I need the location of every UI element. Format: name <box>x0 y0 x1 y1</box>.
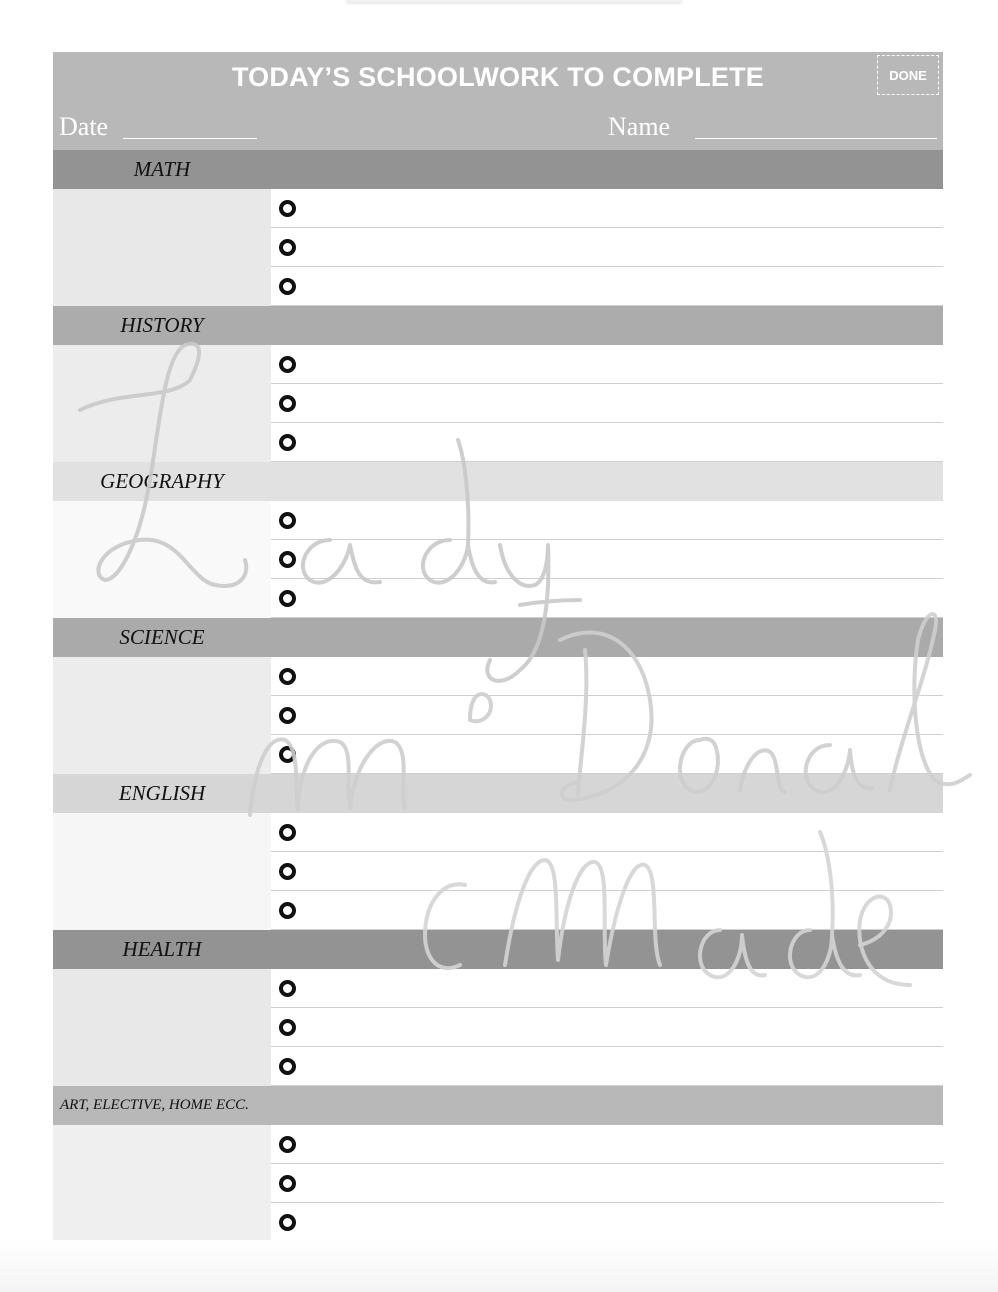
task-row[interactable] <box>271 657 943 696</box>
name-field[interactable] <box>695 138 937 139</box>
section-header <box>53 462 943 501</box>
checkbox-circle-icon[interactable] <box>279 902 296 919</box>
task-row[interactable] <box>271 345 943 384</box>
task-row[interactable] <box>271 1047 943 1086</box>
task-row[interactable] <box>271 189 943 228</box>
section-body <box>53 189 943 306</box>
checkbox-circle-icon[interactable] <box>279 551 296 568</box>
task-row[interactable] <box>271 813 943 852</box>
section-label: SCIENCE <box>119 625 205 649</box>
task-row[interactable] <box>271 501 943 540</box>
task-row[interactable] <box>271 1008 943 1047</box>
name-label: Name <box>608 112 671 141</box>
checkbox-circle-icon[interactable] <box>279 707 296 724</box>
done-badge: DONE <box>877 55 939 95</box>
checkbox-circle-icon[interactable] <box>279 356 296 373</box>
task-list <box>271 345 943 462</box>
task-row[interactable] <box>271 1203 943 1242</box>
section-header <box>53 618 943 657</box>
task-row[interactable] <box>271 852 943 891</box>
schoolwork-sheet <box>53 52 943 1242</box>
checkbox-circle-icon[interactable] <box>279 1019 296 1036</box>
task-row[interactable] <box>271 384 943 423</box>
section-header <box>53 150 943 189</box>
task-list <box>271 657 943 774</box>
task-row[interactable] <box>271 969 943 1008</box>
task-row[interactable] <box>271 735 943 774</box>
date-field[interactable] <box>123 138 257 139</box>
bottom-shadow <box>0 1240 998 1292</box>
checkbox-circle-icon[interactable] <box>279 434 296 451</box>
checkbox-circle-icon[interactable] <box>279 1175 296 1192</box>
section-body <box>53 813 943 930</box>
section-notes-column <box>53 501 271 618</box>
task-row[interactable] <box>271 423 943 462</box>
section-notes-column <box>53 969 271 1086</box>
section-label: MATH <box>133 157 191 181</box>
section-body <box>53 969 943 1086</box>
task-list <box>271 969 943 1086</box>
section-label: GEOGRAPHY <box>100 469 224 493</box>
checkbox-circle-icon[interactable] <box>279 590 296 607</box>
sheet-header <box>53 52 943 150</box>
task-row[interactable] <box>271 696 943 735</box>
checkbox-circle-icon[interactable] <box>279 746 296 763</box>
section-label: ART, ELECTIVE, HOME ECC. <box>60 1097 249 1113</box>
task-list <box>271 813 943 930</box>
checkbox-circle-icon[interactable] <box>279 278 296 295</box>
section-body <box>53 501 943 618</box>
section-notes-column <box>53 813 271 930</box>
section-header <box>53 774 943 813</box>
section-header <box>53 930 943 969</box>
section-notes-column <box>53 189 271 306</box>
task-row[interactable] <box>271 891 943 930</box>
section-notes-column <box>53 1125 271 1242</box>
section-header <box>53 306 943 345</box>
task-list <box>271 189 943 306</box>
task-list <box>271 501 943 618</box>
subject-sections <box>53 150 943 1242</box>
section-body <box>53 1125 943 1242</box>
task-row[interactable] <box>271 1164 943 1203</box>
top-tab-edge <box>346 0 682 2</box>
checkbox-circle-icon[interactable] <box>279 824 296 841</box>
task-list <box>271 1125 943 1242</box>
checkbox-circle-icon[interactable] <box>279 395 296 412</box>
checkbox-circle-icon[interactable] <box>279 512 296 529</box>
checkbox-circle-icon[interactable] <box>279 980 296 997</box>
checkbox-circle-icon[interactable] <box>279 863 296 880</box>
section-label: HEALTH <box>122 937 202 961</box>
page-title: TODAY’S SCHOOLWORK TO COMPLETE <box>231 62 765 92</box>
section-notes-column <box>53 345 271 462</box>
section-header <box>53 1086 943 1125</box>
task-row[interactable] <box>271 579 943 618</box>
task-row[interactable] <box>271 228 943 267</box>
task-row[interactable] <box>271 540 943 579</box>
checkbox-circle-icon[interactable] <box>279 239 296 256</box>
section-notes-column <box>53 657 271 774</box>
checkbox-circle-icon[interactable] <box>279 668 296 685</box>
checkbox-circle-icon[interactable] <box>279 1136 296 1153</box>
section-body <box>53 657 943 774</box>
date-label: Date <box>59 112 109 141</box>
task-row[interactable] <box>271 267 943 306</box>
section-body <box>53 345 943 462</box>
section-label: ENGLISH <box>118 781 206 805</box>
checkbox-circle-icon[interactable] <box>279 1058 296 1075</box>
section-label: HISTORY <box>120 313 204 337</box>
task-row[interactable] <box>271 1125 943 1164</box>
checkbox-circle-icon[interactable] <box>279 200 296 217</box>
checkbox-circle-icon[interactable] <box>279 1214 296 1231</box>
